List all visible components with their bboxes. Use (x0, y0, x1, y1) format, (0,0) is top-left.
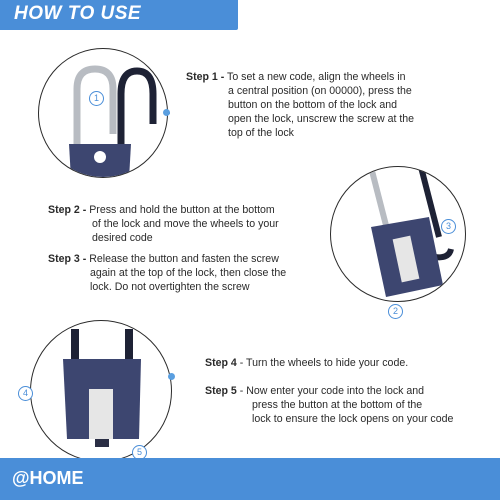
step-2-label: Step 2 - (48, 204, 87, 216)
lock-button-illustration (331, 167, 466, 302)
badge-3: 3 (441, 219, 456, 234)
header-banner (0, 0, 238, 30)
step-3-text: Step 3 - Release the button and fasten the screw again at the top of the lock, then close the lock. Do not overtighten the screw (48, 253, 287, 293)
badge-2: 2 (388, 304, 403, 319)
step-5-label: Step 5 (205, 385, 237, 397)
step-5-text: Step 5 - Now enter your code into the lock and press the button at the bottom of the lock to ensure the lock opens on your code (205, 385, 454, 425)
lock-closed-illustration (31, 321, 172, 462)
connector-dot-1 (163, 109, 170, 116)
lock-open-illustration (39, 49, 168, 178)
step-1-image (38, 48, 168, 178)
step-4-text: Step 4 - Turn the wheels to hide your code. (205, 357, 409, 369)
badge-4: 4 (18, 386, 33, 401)
page-title: HOW TO USE (14, 3, 142, 24)
footer-banner (0, 458, 500, 500)
brand-footer-text: @HOME (12, 468, 84, 488)
step-2-3-image (330, 166, 466, 302)
step-1-label: Step 1 - (186, 71, 225, 83)
step-3-label: Step 3 - (48, 253, 87, 265)
badge-5: 5 (132, 445, 147, 460)
step-1-text: Step 1 - To set a new code, align the wheels in a central position (on 00000), press the button on the bottom of the lock and open the lock, unscrew the screw at the top of the lock (186, 71, 415, 139)
step-2-text: Step 2 - Press and hold the button at the bottom of the lock and move the wheels to your desired code (48, 204, 279, 244)
badge-1: 1 (89, 91, 104, 106)
step-4-label: Step 4 (205, 357, 237, 369)
connector-dot-4-5 (168, 373, 175, 380)
step-4-5-image (30, 320, 172, 462)
